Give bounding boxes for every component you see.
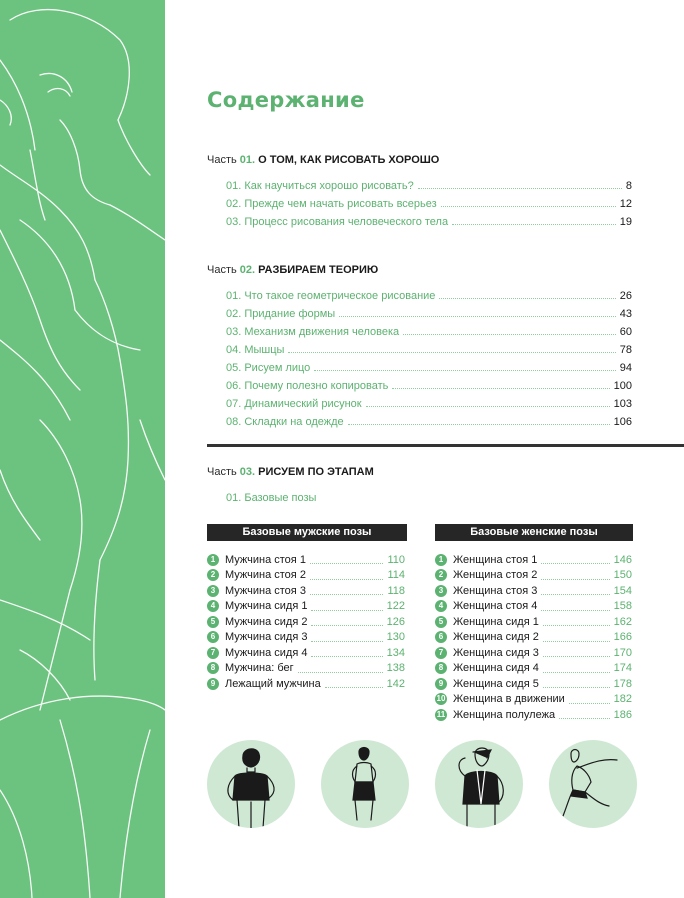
- dot-leader: [543, 648, 610, 657]
- dot-leader: [452, 214, 616, 225]
- dot-leader: [541, 602, 609, 611]
- number-badge: 8: [207, 662, 219, 674]
- number-badge: 11: [436, 709, 446, 719]
- dot-leader: [314, 360, 615, 371]
- pose-label: Женщина сидя 1: [453, 615, 539, 628]
- part-word: Часть: [207, 154, 237, 166]
- pose-label: Женщина стоя 4: [453, 600, 538, 613]
- pose-list-item[interactable]: [207, 568, 405, 584]
- pose-list-item[interactable]: [207, 676, 405, 692]
- part-word: Часть: [207, 264, 237, 276]
- pose-list-item[interactable]: [435, 661, 632, 677]
- toc-item-label: 02. Прежде чем начать рисовать всерьез: [226, 198, 437, 210]
- dot-leader: [310, 586, 384, 595]
- number-badge: 9: [207, 678, 219, 690]
- pose-label: Женщина стоя 3: [453, 584, 538, 597]
- dot-leader: [311, 602, 382, 611]
- pose-page: 182: [613, 693, 632, 706]
- toc-item[interactable]: [226, 359, 632, 377]
- toc-item[interactable]: [226, 305, 632, 323]
- pose-label: Женщина сидя 5: [453, 677, 539, 690]
- pose-label: Мужчина сидя 4: [225, 646, 308, 659]
- part-02-header: [207, 263, 378, 277]
- pose-label: Женщина стоя 2: [453, 569, 538, 582]
- side-illustration-panel: [0, 0, 165, 898]
- part-name: РИСУЕМ ПО ЭТАПАМ: [258, 466, 374, 478]
- pose-label: Мужчина сидя 1: [225, 600, 308, 613]
- dot-leader: [441, 196, 616, 207]
- dot-leader: [559, 710, 610, 719]
- number-badge: 8: [435, 662, 447, 674]
- dot-leader: [311, 648, 382, 657]
- pose-label: Мужчина сидя 3: [225, 631, 308, 644]
- figure-illustration: [321, 740, 409, 828]
- pose-list-item[interactable]: [435, 599, 632, 615]
- number-badge: 7: [207, 647, 219, 659]
- number-badge: 5: [207, 616, 219, 628]
- dot-leader: [339, 306, 616, 317]
- pose-list-item[interactable]: [207, 661, 405, 677]
- part-name: О ТОМ, КАК РИСОВАТЬ ХОРОШО: [258, 154, 440, 166]
- part-word: Часть: [207, 466, 237, 478]
- section-divider: [207, 444, 684, 447]
- pose-label: Женщина сидя 2: [453, 631, 539, 644]
- number-badge: 3: [207, 585, 219, 597]
- toc-item-label: 06. Почему полезно копировать: [226, 380, 389, 392]
- number-badge: 6: [207, 631, 219, 643]
- number-badge: 6: [435, 631, 447, 643]
- dot-leader: [325, 679, 383, 688]
- toc-item-page: 19: [619, 216, 632, 228]
- pose-label: Мужчина: бег: [225, 662, 294, 675]
- dot-leader: [541, 586, 609, 595]
- pose-list-item[interactable]: [435, 614, 632, 630]
- pose-page: 134: [386, 646, 405, 659]
- pose-page: 166: [613, 631, 632, 644]
- number-badge: 2: [207, 569, 219, 581]
- part-number: 02.: [239, 264, 256, 276]
- female-pose-thumbnail: [321, 740, 409, 828]
- dot-leader: [541, 555, 609, 564]
- pose-label: Женщина в движении: [453, 693, 565, 706]
- pose-page: 110: [387, 553, 405, 566]
- male-poses-header: Базовые мужские позы: [207, 524, 407, 541]
- pose-label: Женщина стоя 1: [453, 553, 538, 566]
- dot-leader: [392, 378, 609, 389]
- pose-page: 126: [386, 615, 405, 628]
- toc-item-label: 03. Механизм движения человека: [226, 326, 400, 338]
- number-badge: 2: [435, 569, 447, 581]
- figure-illustration: [549, 740, 637, 828]
- dot-leader: [569, 695, 610, 704]
- male-pose-thumbnail: [207, 740, 295, 828]
- number-badge: 10: [436, 694, 446, 704]
- dot-leader: [310, 571, 384, 580]
- pose-label: Лежащий мужчина: [225, 677, 321, 690]
- toc-item[interactable]: [226, 195, 632, 213]
- pose-page: 118: [387, 584, 405, 597]
- toc-item-page: 60: [619, 326, 632, 338]
- pose-page: 162: [613, 615, 632, 628]
- female-dynamic-pose-thumbnail: [549, 740, 637, 828]
- male-dynamic-pose-thumbnail: [435, 740, 523, 828]
- number-badge: 5: [435, 616, 447, 628]
- toc-item-page: 12: [619, 198, 632, 210]
- pose-list-item[interactable]: [435, 645, 632, 661]
- pose-page: 150: [613, 569, 632, 582]
- dot-leader: [543, 633, 610, 642]
- figure-illustration: [435, 740, 523, 828]
- dot-leader: [310, 555, 384, 564]
- toc-item-page: 8: [625, 180, 632, 192]
- female-poses-header: Базовые женские позы: [435, 524, 633, 541]
- pose-list-item[interactable]: [435, 692, 632, 708]
- part-03-header: [207, 465, 374, 479]
- toc-item-label: 01. Базовые позы: [226, 492, 317, 504]
- part-number: 03.: [239, 466, 256, 478]
- toc-item[interactable]: [226, 323, 632, 341]
- number-badge: 1: [207, 554, 219, 566]
- number-badge: 4: [207, 600, 219, 612]
- pose-label: Мужчина стоя 3: [225, 584, 306, 597]
- pose-page: 186: [613, 708, 632, 721]
- toc-item-label: 07. Динамический рисунок: [226, 398, 362, 410]
- dot-leader: [543, 664, 610, 673]
- number-badge: 9: [435, 678, 447, 690]
- toc-item-page: 94: [619, 362, 632, 374]
- pose-page: 138: [386, 662, 405, 675]
- number-badge: 3: [435, 585, 447, 597]
- part-number: 01.: [239, 154, 256, 166]
- pose-list-item[interactable]: [435, 707, 632, 723]
- pose-label: Мужчина сидя 2: [225, 615, 308, 628]
- toc-item-label: 02. Придание формы: [226, 308, 336, 320]
- toc-item[interactable]: [226, 287, 632, 305]
- pose-label: Женщина сидя 4: [453, 662, 539, 675]
- dot-leader: [439, 288, 615, 299]
- toc-item-label: 08. Складки на одежде: [226, 416, 344, 428]
- pose-list-item[interactable]: [435, 568, 632, 584]
- part-01-header: [207, 153, 439, 167]
- pose-label: Мужчина стоя 2: [225, 569, 306, 582]
- toc-item[interactable]: [226, 213, 632, 231]
- pose-page: 114: [387, 569, 405, 582]
- pose-list-item[interactable]: [207, 599, 405, 615]
- dot-leader: [366, 396, 610, 407]
- pose-page: 146: [613, 553, 632, 566]
- dot-leader: [541, 571, 609, 580]
- toc-item-page: 43: [619, 308, 632, 320]
- pose-list-item[interactable]: [435, 630, 632, 646]
- toc-item-page: 103: [613, 398, 632, 410]
- pose-page: 154: [613, 584, 632, 597]
- dot-leader: [418, 178, 622, 189]
- pose-label: Мужчина стоя 1: [225, 553, 306, 566]
- pose-list-item[interactable]: [207, 583, 405, 599]
- pose-page: 178: [613, 677, 632, 690]
- pose-page: 130: [386, 631, 405, 644]
- pose-list-item[interactable]: [207, 552, 405, 568]
- line-art-illustration: [0, 0, 165, 898]
- dot-leader: [403, 324, 616, 335]
- figure-illustration: [207, 740, 295, 828]
- dot-leader: [543, 617, 610, 626]
- pose-list-item[interactable]: [435, 552, 632, 568]
- number-badge: 4: [435, 600, 447, 612]
- dot-leader: [311, 617, 382, 626]
- pose-list-item[interactable]: [207, 614, 405, 630]
- part-name: РАЗБИРАЕМ ТЕОРИЮ: [258, 264, 379, 276]
- toc-item-page: 100: [613, 380, 632, 392]
- pose-list-item[interactable]: [435, 676, 632, 692]
- toc-item-page: 106: [613, 416, 632, 428]
- toc-item-label: 04. Мышцы: [226, 344, 285, 356]
- toc-item-page: 26: [619, 290, 632, 302]
- dot-leader: [288, 342, 615, 353]
- pose-page: 142: [386, 677, 405, 690]
- dot-leader: [348, 414, 610, 425]
- dot-leader: [311, 633, 382, 642]
- toc-item[interactable]: [226, 341, 632, 359]
- pose-page: 122: [386, 600, 405, 613]
- toc-item-label: 01. Как научиться хорошо рисовать?: [226, 180, 414, 192]
- toc-item-label: 05. Рисуем лицо: [226, 362, 311, 374]
- toc-item[interactable]: [226, 413, 632, 431]
- dot-leader: [543, 679, 610, 688]
- toc-item[interactable]: [226, 177, 632, 195]
- pose-list-item[interactable]: [207, 630, 405, 646]
- pose-list-item[interactable]: [435, 583, 632, 599]
- toc-item-label: 03. Процесс рисования человеческого тела: [226, 216, 449, 228]
- number-badge: 1: [435, 554, 447, 566]
- toc-item[interactable]: [226, 395, 632, 413]
- dot-leader: [298, 664, 383, 673]
- pose-label: Женщина полулежа: [453, 708, 556, 721]
- toc-item[interactable]: [226, 377, 632, 395]
- number-badge: 7: [435, 647, 447, 659]
- pose-label: Женщина сидя 3: [453, 646, 539, 659]
- pose-page: 174: [613, 662, 632, 675]
- toc-item[interactable]: [226, 489, 632, 507]
- pose-page: 170: [613, 646, 632, 659]
- toc-item-label: 01. Что такое геометрическое рисование: [226, 290, 436, 302]
- toc-item-page: 78: [619, 344, 632, 356]
- pose-list-item[interactable]: [207, 645, 405, 661]
- page-title: Содержание: [207, 88, 365, 112]
- pose-page: 158: [613, 600, 632, 613]
